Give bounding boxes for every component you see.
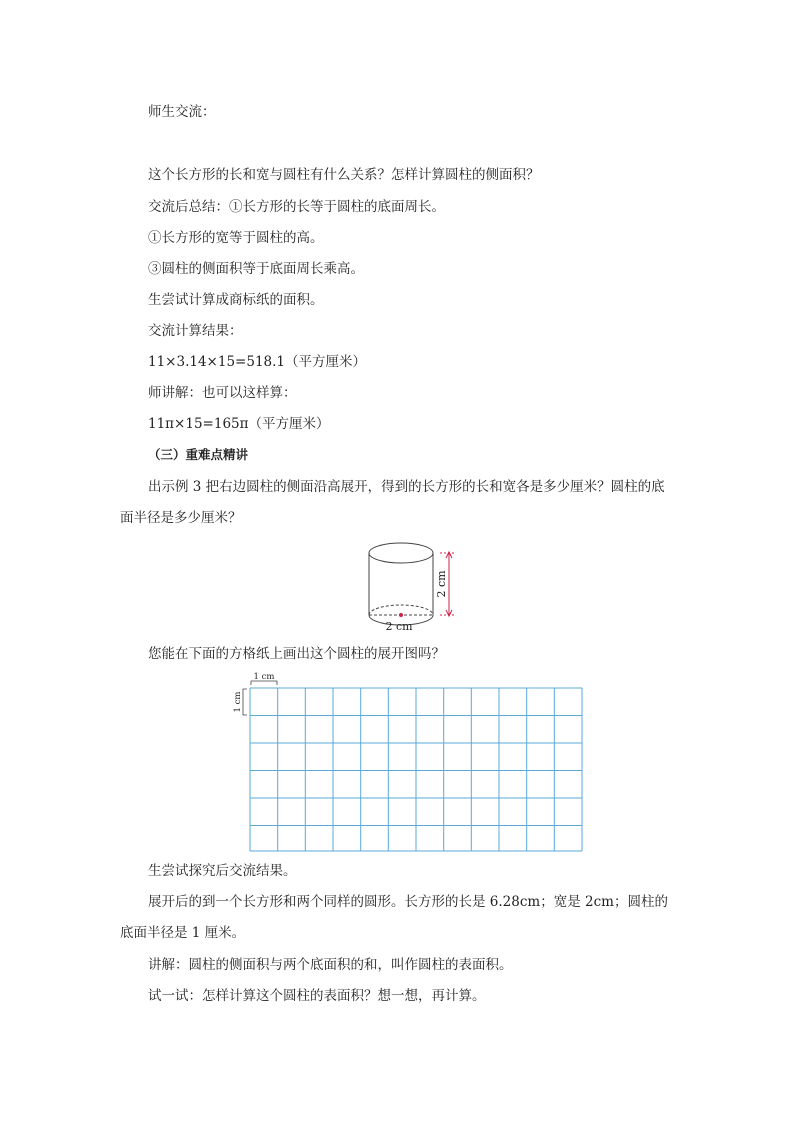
text-line: 面半径是多少厘米？ (120, 510, 242, 526)
grid-paper-figure (230, 670, 590, 855)
text-line: ①长方形的宽等于圆柱的高。 (148, 230, 324, 246)
unit-label-top: 1 cm (253, 672, 275, 682)
text-line: 底面半径是 1 厘米。 (120, 925, 246, 941)
diameter-label: 2 cm (385, 620, 413, 633)
text-line: 您能在下面的方格纸上画出这个圆柱的展开图吗？ (148, 646, 445, 662)
text-line: 出示例 3 把右边圆柱的侧面沿高展开，得到的长方形的长和宽各是多少厘米？圆柱的底 (148, 479, 665, 495)
unit-label-left: 1 cm (233, 691, 243, 713)
height-label: 2 cm (435, 570, 448, 598)
text-line: 11π×15=165π（平方厘米） (148, 416, 330, 432)
text-line: 生尝试探究后交流结果。 (148, 863, 297, 879)
text-line: 11×3.14×15=518.1（平方厘米） (148, 354, 366, 370)
cylinder-top (369, 543, 433, 563)
text-line: 师生交流： (148, 104, 216, 120)
text-line: 生尝试计算成商标纸的面积。 (148, 292, 324, 308)
text-line: 试一试：怎样计算这个圆柱的表面积？想一想，再计算。 (148, 988, 486, 1004)
text-line: ③圆柱的侧面积等于底面周长乘高。 (148, 261, 364, 277)
text-line: 交流计算结果： (148, 323, 243, 339)
section-heading: （三）重难点精讲 (148, 447, 249, 462)
text-line: 交流后总结：①长方形的长等于圆柱的底面周长。 (148, 199, 445, 215)
cylinder-center-dot (399, 613, 403, 617)
cylinder-figure (355, 533, 467, 637)
text-line: 展开后的到一个长方形和两个同样的圆形。长方形的长是 6.28cm；宽是 2cm；圆柱的 (148, 894, 668, 910)
text-line: 讲解：圆柱的侧面积与两个底面积的和，叫作圆柱的表面积。 (148, 957, 513, 973)
text-line: 这个长方形的长和宽与圆柱有什么关系？怎样计算圆柱的侧面积？ (148, 167, 540, 183)
unit-bracket-left (243, 689, 247, 715)
grid-lines (250, 688, 582, 851)
text-line: 师讲解：也可以这样算： (148, 385, 297, 401)
